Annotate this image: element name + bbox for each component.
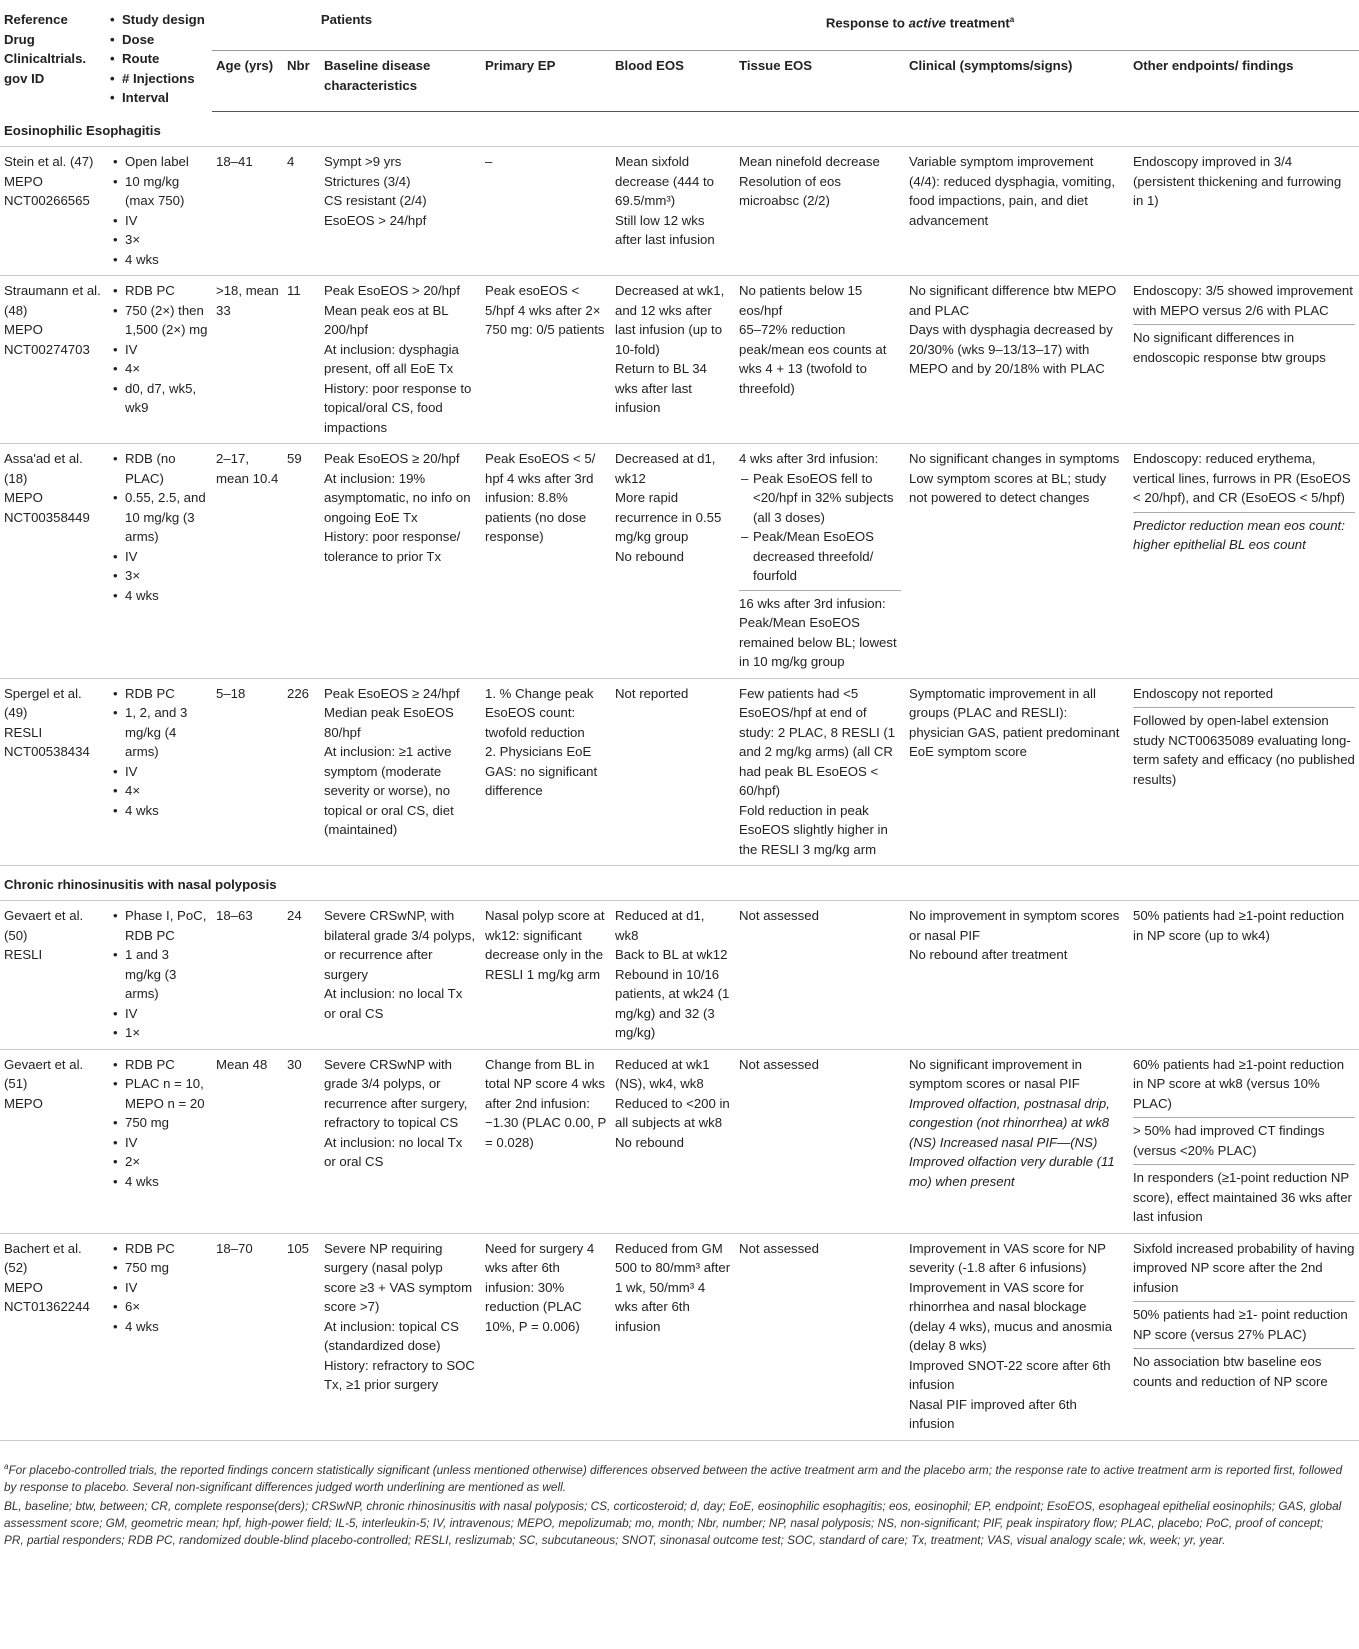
baseline-line: Peak EsoEOS > 20/hpf — [324, 283, 460, 298]
design-item: • RDB PC — [110, 281, 208, 301]
design-item: • 4 wks — [110, 801, 208, 821]
baseline-line: Mean peak eos at BL 200/hpf — [324, 302, 449, 337]
tissue-line: Fold reduction in peak EsoEOS slightly higher in the RESLI 3 mg/kg arm — [739, 802, 888, 857]
table-row — [0, 147, 1359, 276]
cell-ref — [0, 678, 106, 866]
cell-ref — [0, 1049, 106, 1233]
tissue-dash-item: – Peak/Mean EsoEOS decreased threefold/ fourfold — [739, 527, 901, 586]
blood-line: No rebound — [615, 548, 684, 564]
blood-line: Rebound in 10/16 patients, at wk24 (1 mg/kg) and 32 (3 mg/kg) — [615, 966, 730, 1040]
ref-line: Gevaert et al. (50) — [4, 908, 84, 943]
tissue-line: Mean ninefold decrease — [739, 154, 880, 169]
clinical-line: No improvement in symptom scores or nasal PIF — [909, 908, 1120, 943]
design-item: • 4× — [110, 781, 208, 801]
cell-nbr: 226 — [283, 678, 320, 866]
cell-age: >18, mean 33 — [212, 276, 283, 444]
primary-line: Need for surgery 4 wks after 6th infusion: 30% reduction (PLAC 10%, P = 0.006) — [485, 1240, 595, 1334]
cell-design — [106, 444, 212, 679]
col-header-other: Other endpoints/ findings — [1129, 51, 1359, 112]
design-item: • 4 wks — [110, 1317, 208, 1337]
cell-tissue — [735, 901, 905, 1050]
baseline-line: EsoEOS > 24/hpf — [324, 212, 427, 228]
clinical-line: Symptomatic improvement in all groups (PLAC and RESLI): physician GAS, patient predominant EoE symptom score — [909, 685, 1120, 759]
clinical-line: Improved SNOT-22 score after 6th infusion — [909, 1357, 1111, 1392]
blood-line: Reduced at d1, wk8 — [615, 908, 705, 943]
cell-tissue — [735, 147, 905, 276]
cell-baseline — [320, 276, 481, 444]
design-item: • RDB PC — [110, 684, 208, 704]
blood-line: Return to BL 34 wks after last infusion — [615, 361, 707, 415]
tissue-dash-item: – Peak EsoEOS fell to <20/hpf in 32% subjects (all 3 doses) — [739, 469, 901, 528]
baseline-line: Strictures (3/4) — [324, 173, 411, 189]
baseline-line: CS resistant (2/4) — [324, 193, 427, 208]
design-header-item: • # Injections — [110, 69, 208, 89]
ref-line: Gevaert et al. (51) — [4, 1056, 84, 1091]
col-header-tissue-eos: Tissue EOS — [735, 51, 905, 112]
cell-design — [106, 678, 212, 866]
col-header-baseline: Baseline disease characteristics — [320, 51, 481, 112]
cell-nbr: 59 — [283, 444, 320, 679]
design-item: • 4 wks — [110, 1172, 208, 1192]
ref-line: NCT00358449 — [4, 509, 90, 525]
other-line: No significant differences in endoscopic response btw groups — [1133, 324, 1355, 367]
cell-clinical — [905, 1049, 1129, 1233]
tissue-line: No patients below 15 eos/hpf — [739, 283, 863, 318]
cell-ref — [0, 901, 106, 1050]
blood-line: Reduced from GM 500 to 80/mm³ after 1 wk, 50/mm³ 4 wks after 6th infusion — [615, 1240, 731, 1334]
clinical-line: No significant improvement in symptom scores or nasal PIF — [909, 1056, 1082, 1091]
other-line: Sixfold increased probability of having improved NP score after the 2nd infusion — [1133, 1240, 1355, 1295]
cell-tissue — [735, 276, 905, 444]
design-item: • 4× — [110, 359, 208, 379]
cell-tissue — [735, 444, 905, 679]
col-header-reference: Reference Drug Clinicaltrials. gov ID — [4, 12, 87, 86]
cell-primary — [481, 276, 611, 444]
cell-blood — [611, 678, 735, 866]
other-line: Endoscopy: 3/5 showed improvement with MEPO versus 2/6 with PLAC — [1133, 283, 1353, 318]
other-line: 50% patients had ≥1- point reduction NP score (versus 27% PLAC) — [1133, 1301, 1355, 1344]
design-item: • RDB PC — [110, 1055, 208, 1075]
group-header-patients: Patients — [212, 0, 481, 51]
footnote-a: $^a$For placebo-controlled trials, the reported findings concern statistically significant (unless mentioned otherwise) differences observed between the active treatment arm and the placebo arm; the response rate to active treatment arm is reported first, followed by response to placebo. Several non-significant differences judged worth underlining are mentioned as well. — [4, 1462, 1343, 1494]
cell-age: Mean 48 — [212, 1049, 283, 1233]
cell-other — [1129, 1049, 1359, 1233]
other-line: Endoscopy improved in 3/4 (persistent thickening and furrowing in 1) — [1133, 154, 1342, 208]
tissue-line: 4 wks after 3rd infusion: — [739, 451, 879, 466]
other-line: Followed by open-label extension study NCT00635089 evaluating long-term safety and efficacy (no published results) — [1133, 707, 1355, 789]
tissue-line: Not assessed — [739, 908, 819, 923]
design-item: • 10 mg/kg (max 750) — [110, 172, 208, 211]
other-line: 50% patients had ≥1-point reduction in NP score (up to wk4) — [1133, 908, 1345, 943]
design-item: • IV — [110, 547, 208, 567]
blood-line: Reduced at wk1 (NS), wk4, wk8 — [615, 1056, 710, 1091]
cell-baseline — [320, 1049, 481, 1233]
ref-line: Stein et al. (47) — [4, 154, 94, 169]
cell-clinical — [905, 444, 1129, 679]
cell-tissue — [735, 1233, 905, 1440]
cell-age: 18–63 — [212, 901, 283, 1050]
clinical-line: No significant changes in symptoms — [909, 451, 1120, 466]
ref-line: MEPO — [4, 322, 43, 337]
cell-nbr: 30 — [283, 1049, 320, 1233]
ref-line: NCT00266565 — [4, 193, 90, 208]
primary-line: – — [485, 154, 493, 169]
cell-design — [106, 276, 212, 444]
section-title: Chronic rhinosinusitis with nasal polyposis — [0, 866, 1359, 901]
cell-clinical — [905, 678, 1129, 866]
primary-line: 2. Physicians EoE GAS: no significant difference — [485, 744, 598, 798]
ref-line: MEPO — [4, 1279, 43, 1295]
cell-ref — [0, 1233, 106, 1440]
cell-clinical — [905, 276, 1129, 444]
ref-line: MEPO — [4, 173, 43, 189]
table-row — [0, 678, 1359, 866]
primary-line: Peak EsoEOS < 5/ hpf 4 wks after 3rd infusion: 8.8% patients (no dose response) — [485, 451, 596, 544]
blood-line: No rebound — [615, 1134, 684, 1150]
baseline-line: Severe CRSwNP with grade 3/4 polyps, or recurrence after surgery, refractory to topical CS — [324, 1056, 468, 1130]
design-item: • 1, 2, and 3 mg/kg (4 arms) — [110, 703, 208, 762]
design-item: • IV — [110, 211, 208, 231]
clinical-line: No significant difference btw MEPO and PLAC — [909, 283, 1117, 318]
design-item: • 1× — [110, 1023, 208, 1043]
design-header-item: • Route — [110, 49, 208, 69]
col-header-design — [106, 0, 212, 112]
ref-line: MEPO — [4, 1095, 43, 1111]
cell-other — [1129, 276, 1359, 444]
col-header-blood-eos: Blood EOS — [611, 51, 735, 112]
other-line: No association btw baseline eos counts and reduction of NP score — [1133, 1348, 1355, 1391]
design-item: • 4 wks — [110, 250, 208, 270]
other-line: Endoscopy not reported — [1133, 685, 1274, 701]
blood-line: Decreased at d1, wk12 — [615, 451, 716, 486]
clinical-line: Days with dysphagia decreased by 20/30% (wks 9–13/13–17) with MEPO and by 20/18% with PLAC — [909, 322, 1113, 376]
baseline-line: History: refractory to SOC Tx, ≥1 prior surgery — [324, 1357, 475, 1392]
cell-primary — [481, 147, 611, 276]
design-item: • 750 mg — [110, 1258, 208, 1278]
col-header-age: Age (yrs) — [212, 51, 283, 112]
cell-primary — [481, 444, 611, 679]
design-item: • IV — [110, 1004, 208, 1024]
cell-baseline — [320, 147, 481, 276]
design-item: • 750 (2×) then 1,500 (2×) mg — [110, 301, 208, 340]
cell-ref — [0, 444, 106, 679]
cell-baseline — [320, 1233, 481, 1440]
ref-line: Straumann et al. (48) — [4, 283, 101, 318]
cell-ref — [0, 147, 106, 276]
cell-age: 18–70 — [212, 1233, 283, 1440]
primary-line: Change from BL in total NP score 4 wks after 2nd infusion: −1.30 (PLAC 0.00, P = 0.028) — [485, 1056, 607, 1150]
cell-clinical — [905, 1233, 1129, 1440]
ref-line: NCT00538434 — [4, 744, 90, 759]
clinical-line: Improvement in VAS score for NP severity (-1.8 after 6 infusions) — [909, 1240, 1106, 1275]
cell-design — [106, 1233, 212, 1440]
design-item: • RDB (no PLAC) — [110, 449, 208, 488]
baseline-line: At inclusion: dysphagia present, off all EoE Tx — [324, 341, 459, 376]
ref-line: Bachert et al. (52) — [4, 1240, 82, 1275]
table-row — [0, 1233, 1359, 1440]
cell-baseline — [320, 444, 481, 679]
cell-baseline — [320, 678, 481, 866]
baseline-line: At inclusion: 19% asymptomatic, no info on ongoing EoE Tx — [324, 470, 471, 525]
clinical-line: Nasal PIF improved after 6th infusion — [909, 1396, 1077, 1431]
primary-line: 1. % Change peak EsoEOS count: twofold reduction — [485, 685, 594, 740]
cell-clinical — [905, 147, 1129, 276]
cell-design — [106, 1049, 212, 1233]
cell-age: 18–41 — [212, 147, 283, 276]
col-header-clinical: Clinical (symptoms/signs) — [905, 51, 1129, 112]
cell-design — [106, 147, 212, 276]
design-item: • 3× — [110, 566, 208, 586]
clinical-line: Low symptom scores at BL; study not powered to detect changes — [909, 470, 1107, 505]
blood-line: Back to BL at wk12 — [615, 947, 728, 962]
table-footnotes — [4, 1459, 1344, 1550]
table-row — [0, 1049, 1359, 1233]
table-row — [0, 276, 1359, 444]
cell-nbr: 105 — [283, 1233, 320, 1440]
footnote-abbreviations: BL, baseline; btw, between; CR, complete response(ders); CRSwNP, chronic rhinosinusitis with nasal polyposis; CS, corticosteroid; d, day; EoE, eosinophilic esophagitis; eos, eosinophil; EP, endpoint; EsoEOS, esophageal epithelial eosinophils; GAS, global assessment score; GM, geometric mean; hpf, high-power field; IL-5, interleukin-5; IV, intravenous; MEPO, mepolizumab; mo, month; Nbr, number; NP, nasal polyposis; NS, non-significant; PIF, peak inspiratory flow; PLAC, placebo; PoC, proof of concept; PR, partial responders; RDB PC, randomized double-blind placebo-controlled; RESLI, reslizumab; SC, subcutaneous; SNOT, sinonasal outcome test; SOC, standard of care; Tx, treatment; VAS, visual analogy scale; wk, week; yr, year. — [4, 1498, 1342, 1547]
baseline-line: Peak EsoEOS ≥ 24/hpf — [324, 685, 460, 701]
blood-line: Reduced to <200 in all subjects at wk8 — [615, 1095, 730, 1130]
design-item: • 3× — [110, 230, 208, 250]
design-item: • IV — [110, 1278, 208, 1298]
baseline-line: Sympt >9 yrs — [324, 154, 402, 169]
clinical-italic-line: Improved olfaction, postnasal drip, congestion (not rhinorrhea) at wk8 (NS) Increased nasal PIF—(NS) Improved olfaction very durable (11 mo) when present — [909, 1095, 1115, 1189]
design-item: • RDB PC — [110, 1239, 208, 1259]
clinical-line: Improvement in VAS score for rhinorrhea and nasal blockage (delay 4 wks), mucus and anosmia (delay 8 wks) — [909, 1279, 1113, 1353]
tissue-line: Few patients had <5 EsoEOS/hpf at end of study: 2 PLAC, 8 RESLI (1 and 2 mg/kg arms) (all CR had peak BL EsoEOS < 60/hpf) — [739, 685, 896, 798]
other-italic-line: Predictor reduction mean eos count: higher epithelial BL eos count — [1133, 512, 1355, 555]
tissue-line: Not assessed — [739, 1240, 819, 1256]
cell-other — [1129, 1233, 1359, 1440]
cell-blood — [611, 901, 735, 1050]
cell-blood — [611, 147, 735, 276]
other-line: 60% patients had ≥1-point reduction in NP score at wk8 (versus 10% PLAC) — [1133, 1056, 1345, 1111]
other-line: Endoscopy: reduced erythema, vertical lines, furrows in PR (EsoEOS < 20/hpf), and CR (EsoEOS < 5/hpf) — [1133, 451, 1351, 505]
section-header-row — [0, 112, 1359, 147]
design-item: • 4 wks — [110, 586, 208, 606]
blood-line: Still low 12 wks after last infusion — [615, 212, 715, 247]
ref-line: Assa'ad et al. (18) — [4, 451, 83, 486]
design-item: • IV — [110, 340, 208, 360]
baseline-line: Median peak EsoEOS 80/hpf — [324, 705, 454, 740]
ref-line: RESLI — [4, 724, 43, 740]
ref-line: MEPO — [4, 490, 43, 505]
cell-primary — [481, 901, 611, 1050]
blood-line: Not reported — [615, 685, 689, 701]
baseline-line: At inclusion: ≥1 active symptom (moderate severity or worse), no topical or oral CS, diet (maintained) — [324, 744, 454, 837]
blood-line: More rapid recurrence in 0.55 mg/kg group — [615, 490, 722, 544]
cell-blood — [611, 1233, 735, 1440]
cell-age: 5–18 — [212, 678, 283, 866]
design-item: • PLAC n = 10, MEPO n = 20 — [110, 1074, 208, 1113]
baseline-line: Peak EsoEOS ≥ 20/hpf — [324, 451, 460, 466]
cell-tissue — [735, 678, 905, 866]
cell-design — [106, 901, 212, 1050]
baseline-line: Severe NP requiring surgery (nasal polyp score ≥3 + VAS symptom score >7) — [324, 1240, 473, 1314]
design-item: • d0, d7, wk5, wk9 — [110, 379, 208, 418]
ref-line: Spergel et al. (49) — [4, 685, 82, 720]
design-item: • 0.55, 2.5, and 10 mg/kg (3 arms) — [110, 488, 208, 547]
design-header-item: • Interval — [110, 88, 208, 108]
baseline-line: Severe CRSwNP, with bilateral grade 3/4 polyps, or recurrence after surgery — [324, 908, 476, 982]
cell-blood — [611, 444, 735, 679]
cell-tissue — [735, 1049, 905, 1233]
table-row — [0, 901, 1359, 1050]
section-title: Eosinophilic Esophagitis — [0, 112, 1359, 147]
ref-line: RESLI — [4, 947, 43, 962]
cell-blood — [611, 276, 735, 444]
col-header-primary-ep: Primary EP — [481, 51, 611, 112]
primary-line: Nasal polyp score at wk12: significant decrease only in the RESLI 1 mg/kg arm — [485, 908, 605, 982]
col-header-nbr: Nbr — [283, 51, 320, 112]
design-item: • IV — [110, 762, 208, 782]
cell-blood — [611, 1049, 735, 1233]
primary-line: Peak esoEOS < 5/hpf 4 wks after 2× 750 mg: 0/5 patients — [485, 283, 605, 337]
cell-other — [1129, 901, 1359, 1050]
cell-primary — [481, 1233, 611, 1440]
blood-line: Mean sixfold decrease (444 to 69.5/mm³) — [615, 154, 714, 208]
cell-nbr: 24 — [283, 901, 320, 1050]
cell-primary — [481, 1049, 611, 1233]
cell-baseline — [320, 901, 481, 1050]
baseline-line: History: poor response to topical/oral CS, food impactions — [324, 380, 472, 435]
table-row — [0, 444, 1359, 679]
cell-clinical — [905, 901, 1129, 1050]
design-header-item: • Study design — [110, 10, 208, 30]
tissue-line: 16 wks after 3rd infusion: Peak/Mean EsoEOS remained below BL; lowest in 10 mg/kg group — [739, 590, 901, 672]
group-header-response: Response to active treatment$^a$ — [481, 0, 1359, 51]
other-line: In responders (≥1-point reduction NP score), effect maintained 36 wks after last infusion — [1133, 1164, 1355, 1227]
cell-ref — [0, 276, 106, 444]
cell-age: 2–17, mean 10.4 — [212, 444, 283, 679]
design-item: • 2× — [110, 1152, 208, 1172]
cell-nbr: 11 — [283, 276, 320, 444]
design-item: • IV — [110, 1133, 208, 1153]
cell-other — [1129, 444, 1359, 679]
design-item: • 1 and 3 mg/kg (3 arms) — [110, 945, 208, 1004]
blood-line: Decreased at wk1, and 12 wks after last infusion (up to 10-fold) — [615, 283, 725, 357]
design-item: • 6× — [110, 1297, 208, 1317]
ref-line: NCT00274703 — [4, 341, 90, 357]
design-item: • Phase I, PoC, RDB PC — [110, 906, 208, 945]
clinical-line: Variable symptom improvement (4/4): reduced dysphagia, vomiting, food impactions, pain, and diet advancement — [909, 154, 1115, 228]
other-line: > 50% had improved CT findings (versus <20% PLAC) — [1133, 1117, 1355, 1160]
baseline-line: At inclusion: topical CS (standardized dose) — [324, 1318, 459, 1353]
cell-primary — [481, 678, 611, 866]
cell-other — [1129, 678, 1359, 866]
section-header-row — [0, 866, 1359, 901]
design-header-item: • Dose — [110, 30, 208, 50]
baseline-line: At inclusion: no local Tx or oral CS — [324, 1134, 463, 1169]
ref-line: NCT01362244 — [4, 1299, 90, 1314]
cell-other — [1129, 147, 1359, 276]
design-item: • 750 mg — [110, 1113, 208, 1133]
clinical-line: No rebound after treatment — [909, 947, 1068, 962]
tissue-line: Not assessed — [739, 1056, 819, 1072]
baseline-line: At inclusion: no local Tx or oral CS — [324, 986, 463, 1021]
baseline-line: History: poor response/ tolerance to prior Tx — [324, 529, 461, 564]
tissue-line: 65–72% reduction peak/mean eos counts at wks 4 + 13 (twofold to threefold) — [739, 322, 887, 396]
cell-nbr: 4 — [283, 147, 320, 276]
tissue-line: Resolution of eos microabsc (2/2) — [739, 173, 841, 208]
design-item: • Open label — [110, 152, 208, 172]
